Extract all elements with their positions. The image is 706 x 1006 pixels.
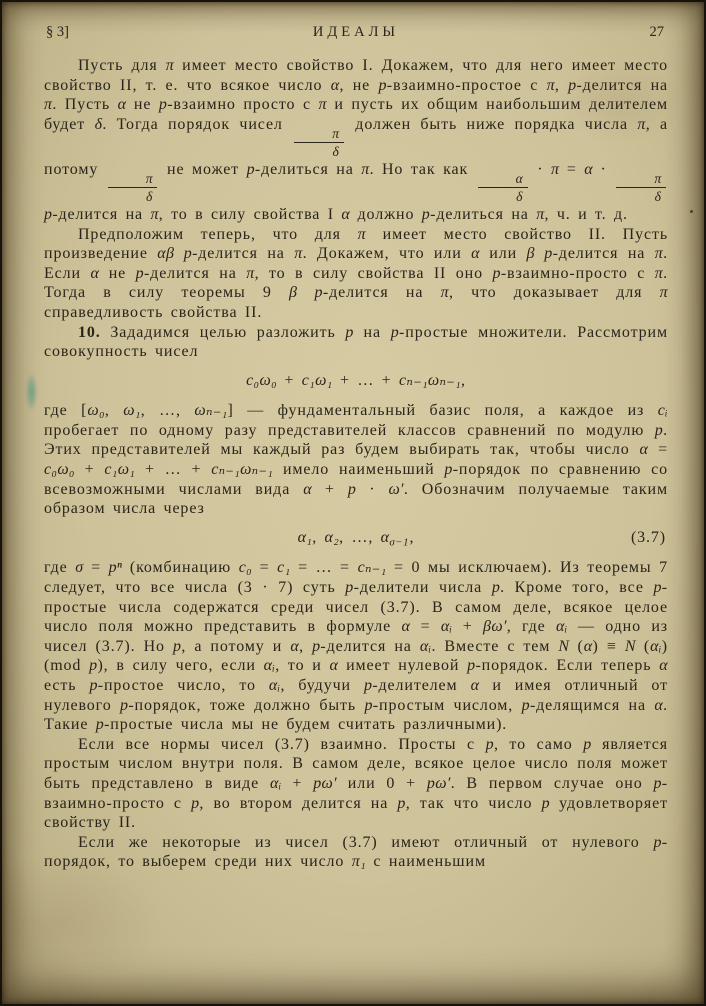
paragraph: Предположим теперь, что для π имеет место свойство II. Пусть произведение αβ p-делится на π. Докажем, что или α или β p-делится на π. Если α не p-делится на π, то в силу свойства II оно p-взаимно-просто с π. Тогда в силу теоремы 9 β p-делится на π, что доказывает для π справедливость свойства II.: [44, 225, 668, 321]
running-title: ИДЕАЛЫ: [312, 24, 400, 40]
inline-fraction: $\frac{\pi}{\delta}$: [616, 171, 666, 205]
paragraph: Если же некоторые из чисел (3.7) имеют отличный от нулевого p-порядок, то выберем среди них число π₁ с наименьшим: [44, 833, 668, 871]
scanned-book-page: [2, 2, 704, 1004]
formula-text: α₁, α₂, …, $\alpha_{\sigma-1}$,: [297, 528, 415, 549]
scan-smudge-artifact: [26, 374, 37, 410]
paragraph: Пусть для π имеет место свойство I. Докажем, что для него имеет место свойство II, т. е. что всякое число α, не p-взаимно-простое с π, p-делится на π. Пусть α не p-взаимно просто с π и пусть их общим наибольшим делителем будет δ. Тогда порядок чисел $\frac{\pi}{\delta}$ должен быть ниже порядка числа π, а потому $\frac{\pi}{\delta}$ не может p-делиться на π. Но так как $\frac{\alpha}{\delta}$ · π = α · $\frac{\pi}{\delta}$ p-делится на π, то в силу свойства I α должно p-делиться на π, ч. и т. д.: [44, 57, 669, 223]
inline-fraction: $\frac{\pi}{\delta}$: [294, 126, 344, 160]
paragraph: 10. Зададимся целью разложить p на p-простые множители. Рассмотрим совокупность чисел: [44, 323, 668, 361]
scan-speck: [690, 210, 693, 213]
paragraph: где [ω₀, ω₁, …, ωₙ₋₁] — фундаментальный базис поля, а каждое из cᵢ пробегает по одному разу представителей классов сравнений по модулю p. Этих представителей мы каждый раз будем выбирать так, чтобы число α = c₀ω₀ + c₁ω₁ + … + cₙ₋₁ωₙ₋₁ имело наименьший p-порядок по сравнению со всевозможными числами вида α + p · ω′. Обозначим получаемые таким образом числа через: [44, 402, 669, 518]
inline-fraction: $\frac{\alpha}{\delta}$: [478, 171, 528, 205]
formula-text: c₀ω₀ + c₁ω₁ + … + cₙ₋₁ωₙ₋₁,: [246, 371, 466, 389]
page-number: 27: [649, 24, 664, 40]
display-formula: [44, 528, 668, 548]
page-body: [44, 56, 668, 872]
paragraph: где σ = pⁿ (комбинацию c₀ = c₁ = … = cₙ₋₁ = 0 мы исключаем). Из теоремы 7 следует, что все числа (3 · 7) суть p-делители числа p. Кроме того, все p-простые числа содержатся среди чисел (3.7). В самом деле, всякое целое число поля можно представить в формуле α = αᵢ + βω′, где αᵢ — одно из чисел (3.7). Но p, а потому и α, p-делится на αᵢ. Вместе с тем N (α) ≡ N (αᵢ) (mod p), в силу чего, если αᵢ, то и α имеет нулевой p-порядок. Если теперь α есть p-простое число, то αᵢ, будучи p-делителем α и имея отличный от нулевого p-порядок, тоже должно быть p-простым числом, p-делящимся на α. Такие p-простые числа мы не будем считать различными).: [44, 559, 669, 734]
subscripted-symbol: $\alpha_{\sigma-1}$: [380, 528, 410, 549]
display-formula: [44, 371, 668, 391]
paragraph: Если все нормы чисел (3.7) взаимно. Просты с p, то само p является простым числом внутри поля. В самом деле, всякое целое число поля может быть представлено в виде αᵢ + pω′ или 0 + pω′. В первом случае оно p-взаимно-просто с p, во втором делится на p, так что число p удовлетворяет свойству II.: [44, 735, 668, 832]
section-marker: § 3]: [46, 24, 69, 40]
item-number: 10.: [78, 323, 101, 341]
inline-fraction: $\frac{\pi}{\delta}$: [108, 171, 158, 205]
equation-number: (3.7): [630, 528, 666, 546]
